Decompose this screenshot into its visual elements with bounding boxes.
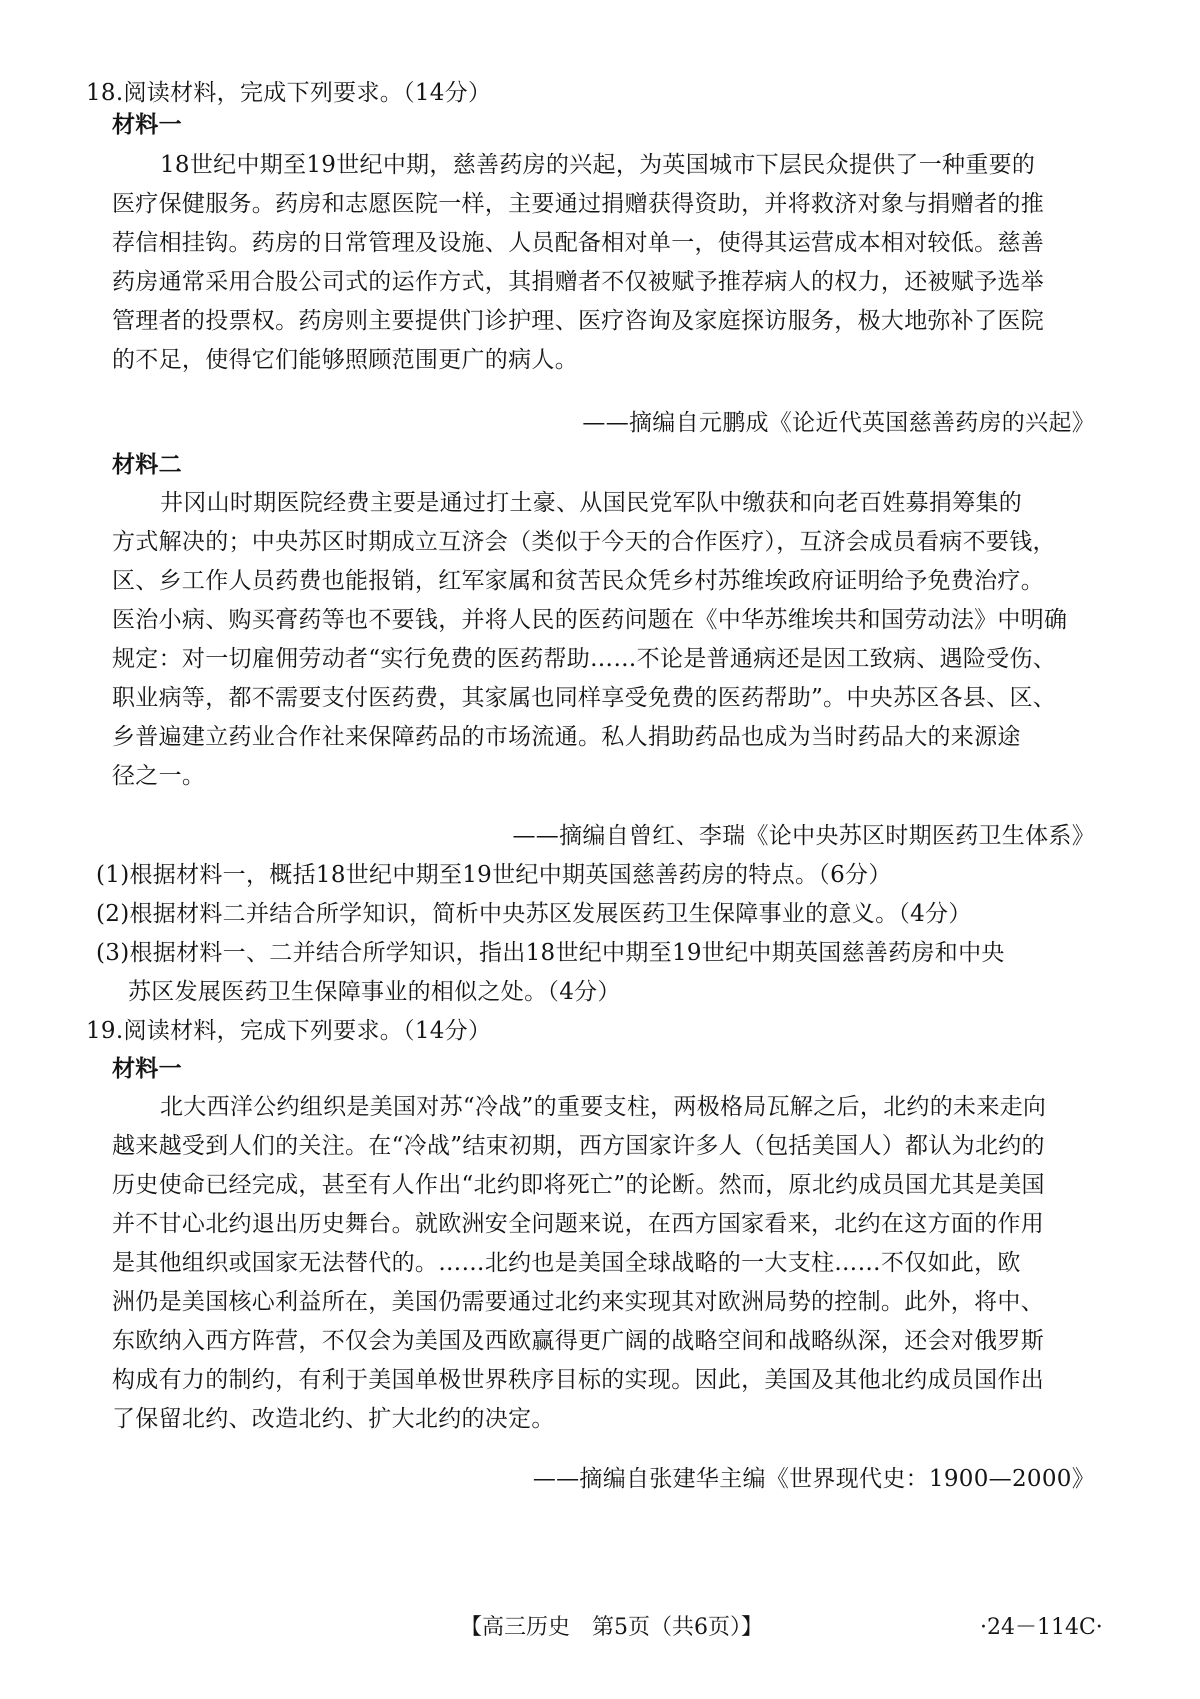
q19-m1-line: 构成有力的制约，有利于美国单极世界秩序目标的实现。因此，美国及其他北约成员国作出: [112, 1367, 1044, 1393]
q19-m1-line: 并不甘心北约退出历史舞台。就欧洲安全问题来说，在西方国家看来，北约在这方面的作用: [112, 1211, 1044, 1237]
q19-m1-source: ——摘编自张建华主编《世界现代史：1900—2000》: [532, 1466, 1095, 1492]
q19-m1-line: 东欧纳入西方阵营，不仅会为美国及西欧赢得更广阔的战略空间和战略纵深，还会对俄罗斯: [112, 1328, 1044, 1354]
q18-m1-line: 荐信相挂钩。药房的日常管理及设施、人员配备相对单一，使得其运营成本相对较低。慈善: [112, 230, 1044, 256]
footer-page-label: 【高三历史 第5页（共6页）】: [460, 1615, 763, 1640]
q18-m2-source: ——摘编自曾红、李瑞《论中央苏区时期医药卫生体系》: [512, 823, 1095, 849]
q19-m1-line: 洲仍是美国核心利益所在，美国仍需要通过北约来实现其对欧洲局势的控制。此外，将中、: [112, 1289, 1044, 1315]
q19-m1-line: 了保留北约、改造北约、扩大北约的决定。: [112, 1406, 555, 1432]
q18-m2-line: 方式解决的；中央苏区时期成立互济会（类似于今天的合作医疗），互济会成员看病不要钱，: [112, 529, 1056, 555]
q18-m2-line: 职业病等，都不需要支付医药费，其家属也同样享受免费的医药帮助”。中央苏区各县、区、: [112, 685, 1057, 711]
q19-material-1-label: 材料一: [112, 1055, 182, 1082]
q18-m2-line: 医治小病、购买膏药等也不要钱，并将人民的医药问题在《中华苏维埃共和国劳动法》中明确: [112, 607, 1068, 633]
q18-sub-question-2: (2)根据材料二并结合所学知识，简析中央苏区发展医药卫生保障事业的意义。（4分）: [96, 901, 972, 927]
q18-material-1-label: 材料一: [112, 111, 182, 138]
q19-stem: 19.阅读材料，完成下列要求。（14分）: [86, 1018, 492, 1044]
q18-m2-line: 规定：对一切雇佣劳动者“实行免费的医药帮助……不论是普通病还是因工致病、遇险受伤、: [112, 646, 1057, 672]
q19-m1-line: 越来越受到人们的关注。在“冷战”结束初期，西方国家许多人（包括美国人）都认为北约的: [112, 1133, 1045, 1159]
q18-m1-line: 医疗保健服务。药房和志愿医院一样，主要通过捐赠获得资助，并将救济对象与捐赠者的推: [112, 191, 1044, 217]
q19-m1-line: 北大西洋公约组织是美国对苏“冷战”的重要支柱，两极格局瓦解之后，北约的未来走向: [160, 1094, 1047, 1120]
q18-m1-source: ——摘编自元鹏成《论近代英国慈善药房的兴起》: [582, 410, 1095, 436]
q18-m1-line: 的不足，使得它们能够照顾范围更广的病人。: [112, 347, 578, 373]
q18-m2-line: 径之一。: [112, 763, 206, 789]
q19-m1-line: 历史使命已经完成，甚至有人作出“北约即将死亡”的论断。然而，原北约成员国尤其是美国: [112, 1172, 1045, 1198]
q18-m1-line: 药房通常采用合股公司式的运作方式，其捐赠者不仅被赋予推荐病人的权力，还被赋予选举: [112, 269, 1044, 295]
footer-exam-code: ·24－114C·: [980, 1615, 1103, 1640]
q18-sub-question-1: (1)根据材料一，概括18世纪中期至19世纪中期英国慈善药房的特点。（6分）: [96, 862, 892, 888]
q18-m2-line: 井冈山时期医院经费主要是通过打土豪、从国民党军队中缴获和向老百姓募捐筹集的: [160, 490, 1023, 516]
q18-stem: 18.阅读材料，完成下列要求。（14分）: [86, 80, 492, 106]
q18-m2-line: 区、乡工作人员药费也能报销，红军家属和贫苦民众凭乡村苏维埃政府证明给予免费治疗。: [112, 568, 1044, 594]
q19-m1-line: 是其他组织或国家无法替代的。……北约也是美国全球战略的一大支柱……不仅如此，欧: [112, 1250, 1021, 1276]
q18-material-2-label: 材料二: [112, 451, 182, 478]
q18-sub-question-3-continued: 苏区发展医药卫生保障事业的相似之处。（4分）: [128, 979, 621, 1005]
q18-m2-line: 乡普遍建立药业合作社来保障药品的市场流通。私人捐助药品也成为当时药品大的来源途: [112, 724, 1021, 750]
q18-sub-question-3: (3)根据材料一、二并结合所学知识，指出18世纪中期至19世纪中期英国慈善药房和中央: [96, 940, 1005, 966]
q18-m1-line: 18世纪中期至19世纪中期，慈善药房的兴起，为英国城市下层民众提供了一种重要的: [160, 152, 1036, 178]
q18-m1-line: 管理者的投票权。药房则主要提供门诊护理、医疗咨询及家庭探访服务，极大地弥补了医院: [112, 308, 1044, 334]
